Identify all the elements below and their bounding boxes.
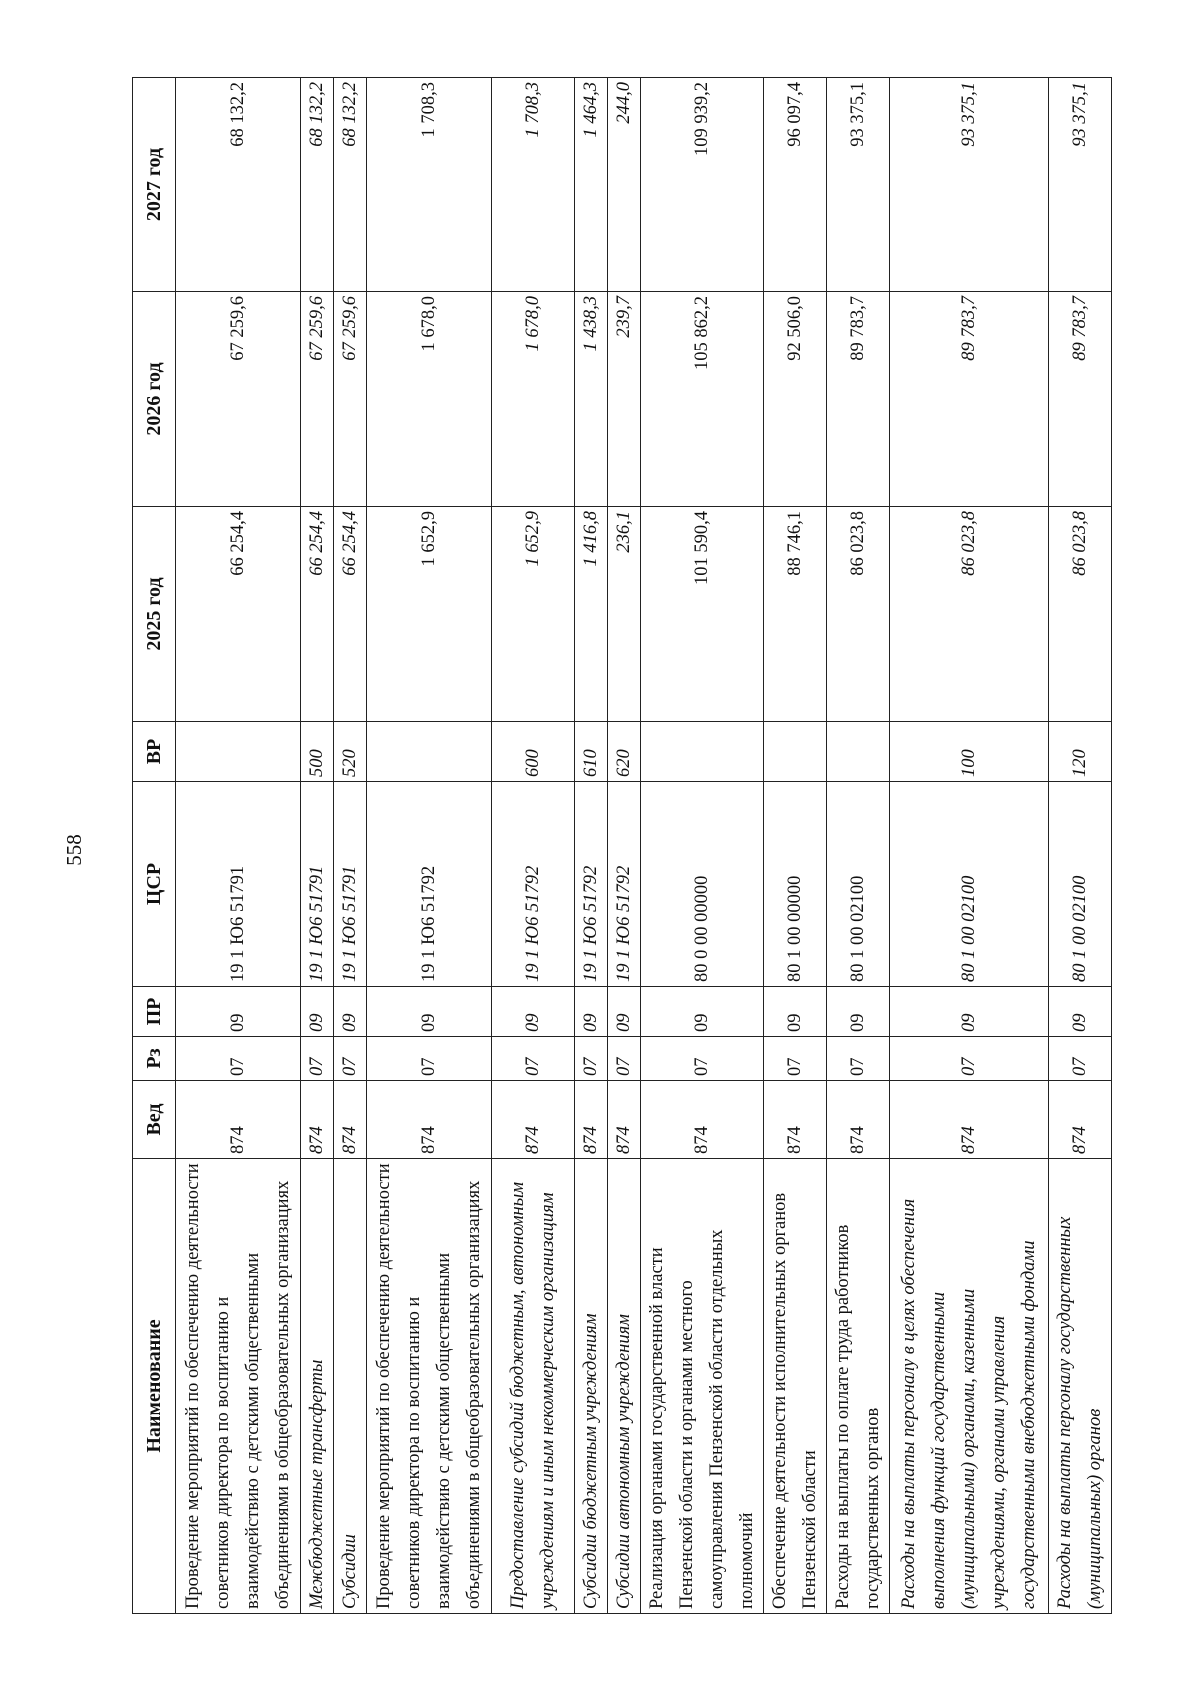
row-2027: 93 375,1 (1049, 78, 1112, 292)
row-name: Межбюджетные трансферты (301, 1159, 334, 1614)
row-csr: 80 1 00 02100 (1049, 782, 1112, 987)
row-2027: 68 132,2 (301, 78, 334, 292)
row-pr: 09 (764, 987, 827, 1037)
row-2027: 93 375,1 (890, 78, 1049, 292)
row-name: Расходы на выплаты персоналу в целях обеспечения выполнения функций государственными (муниципальными) органами, казенными учреждениями, органами управления государственными внебюджетными фондами (890, 1159, 1049, 1614)
row-name: Субсидии бюджетным учреждениям (575, 1159, 608, 1614)
table-row (608, 78, 641, 1614)
row-pr: 09 (176, 987, 301, 1037)
table-row (492, 78, 575, 1614)
row-ved: 874 (1049, 1081, 1112, 1159)
header-name: Наименование (133, 1159, 176, 1614)
row-vr (764, 722, 827, 782)
row-csr: 19 1 Ю6 51791 (176, 782, 301, 987)
row-2026: 1 678,0 (492, 292, 575, 507)
row-2025: 86 023,8 (827, 507, 890, 722)
header-csr: ЦСР (133, 782, 176, 987)
row-csr: 80 0 00 00000 (641, 782, 764, 987)
row-name: Обеспечение деятельности исполнительных органов Пензенской области (764, 1159, 827, 1614)
row-name: Расходы на выплаты по оплате труда работников государственных органов (827, 1159, 890, 1614)
row-ved: 874 (176, 1081, 301, 1159)
row-ved: 874 (492, 1081, 575, 1159)
row-csr: 19 1 Ю6 51792 (492, 782, 575, 987)
row-2025: 86 023,8 (890, 507, 1049, 722)
row-2027: 68 132,2 (176, 78, 301, 292)
row-ved: 874 (334, 1081, 367, 1159)
row-2026: 239,7 (608, 292, 641, 507)
row-ved: 874 (641, 1081, 764, 1159)
row-csr: 80 1 00 00000 (764, 782, 827, 987)
row-2027: 93 375,1 (827, 78, 890, 292)
row-csr: 80 1 00 02100 (890, 782, 1049, 987)
row-2027: 109 939,2 (641, 78, 764, 292)
table-row (334, 78, 367, 1614)
page-number: 558 (62, 834, 86, 866)
row-2027: 244,0 (608, 78, 641, 292)
row-2027: 68 132,2 (334, 78, 367, 292)
table-row (890, 78, 1049, 1614)
row-pr: 09 (492, 987, 575, 1037)
table-row (764, 78, 827, 1614)
row-rz: 07 (575, 1037, 608, 1081)
table-row (575, 78, 608, 1614)
row-ved: 874 (764, 1081, 827, 1159)
table-row (1049, 78, 1112, 1614)
row-pr: 09 (827, 987, 890, 1037)
row-2025: 66 254,4 (301, 507, 334, 722)
row-2026: 92 506,0 (764, 292, 827, 507)
row-2026: 67 259,6 (301, 292, 334, 507)
row-vr: 100 (890, 722, 1049, 782)
header-2025: 2025 год (133, 507, 176, 722)
row-vr: 120 (1049, 722, 1112, 782)
row-ved: 874 (890, 1081, 1049, 1159)
row-2026: 1 678,0 (367, 292, 492, 507)
row-2025: 236,1 (608, 507, 641, 722)
row-2025: 66 254,4 (334, 507, 367, 722)
row-rz: 07 (890, 1037, 1049, 1081)
row-2027: 96 097,4 (764, 78, 827, 292)
row-2026: 89 783,7 (890, 292, 1049, 507)
row-pr: 09 (1049, 987, 1112, 1037)
row-2025: 66 254,4 (176, 507, 301, 722)
row-2026: 67 259,6 (176, 292, 301, 507)
row-2026: 89 783,7 (827, 292, 890, 507)
table-row (641, 78, 764, 1614)
row-csr: 19 1 Ю6 51791 (301, 782, 334, 987)
table-header-row (133, 78, 176, 1614)
table-row (176, 78, 301, 1614)
row-vr: 620 (608, 722, 641, 782)
row-rz: 07 (367, 1037, 492, 1081)
row-pr: 09 (641, 987, 764, 1037)
row-csr: 19 1 Ю6 51792 (608, 782, 641, 987)
row-rz: 07 (608, 1037, 641, 1081)
row-rz: 07 (827, 1037, 890, 1081)
row-rz: 07 (641, 1037, 764, 1081)
row-vr (827, 722, 890, 782)
row-vr (367, 722, 492, 782)
row-rz: 07 (764, 1037, 827, 1081)
row-vr (176, 722, 301, 782)
row-name: Реализация органами государственной власти Пензенской области и органами местного самоуправления Пензенской области отдельных полномочий (641, 1159, 764, 1614)
row-2025: 1 416,8 (575, 507, 608, 722)
row-2027: 1 708,3 (492, 78, 575, 292)
header-ved: Вед (133, 1081, 176, 1159)
table-row (367, 78, 492, 1614)
row-csr: 19 1 Ю6 51792 (367, 782, 492, 987)
row-name: Субсидии автономным учреждениям (608, 1159, 641, 1614)
row-2025: 1 652,9 (492, 507, 575, 722)
row-name: Субсидии (334, 1159, 367, 1614)
row-rz: 07 (301, 1037, 334, 1081)
row-vr: 610 (575, 722, 608, 782)
row-pr: 09 (301, 987, 334, 1037)
row-rz: 07 (334, 1037, 367, 1081)
header-rz: Рз (133, 1037, 176, 1081)
row-rz: 07 (176, 1037, 301, 1081)
row-2026: 105 862,2 (641, 292, 764, 507)
header-pr: ПР (133, 987, 176, 1037)
row-2026: 1 438,3 (575, 292, 608, 507)
row-2025: 88 746,1 (764, 507, 827, 722)
row-2025: 101 590,4 (641, 507, 764, 722)
row-pr: 09 (334, 987, 367, 1037)
row-vr: 600 (492, 722, 575, 782)
row-vr: 500 (301, 722, 334, 782)
row-vr (641, 722, 764, 782)
row-2027: 1 708,3 (367, 78, 492, 292)
row-name: Предоставление субсидий бюджетным, автономным учреждениям и иным некоммерческим организациям (492, 1159, 575, 1614)
table-row (827, 78, 890, 1614)
row-ved: 874 (367, 1081, 492, 1159)
table-row (301, 78, 334, 1614)
row-rz: 07 (1049, 1037, 1112, 1081)
row-name: Проведение мероприятий по обеспечению деятельности советников директора по воспитанию и взаимодействию с детскими общественными объединениями в общеобразовательных организациях (176, 1159, 301, 1614)
row-pr: 09 (608, 987, 641, 1037)
row-csr: 80 1 00 02100 (827, 782, 890, 987)
row-ved: 874 (827, 1081, 890, 1159)
row-2025: 1 652,9 (367, 507, 492, 722)
row-name: Расходы на выплаты персоналу государственных (муниципальных) органов (1049, 1159, 1112, 1614)
row-2026: 67 259,6 (334, 292, 367, 507)
row-pr: 09 (575, 987, 608, 1037)
row-vr: 520 (334, 722, 367, 782)
row-pr: 09 (890, 987, 1049, 1037)
row-2027: 1 464,3 (575, 78, 608, 292)
row-ved: 874 (301, 1081, 334, 1159)
header-2027: 2027 год (133, 78, 176, 292)
row-csr: 19 1 Ю6 51792 (575, 782, 608, 987)
row-2025: 86 023,8 (1049, 507, 1112, 722)
header-vr: ВР (133, 722, 176, 782)
rotated-table-wrapper (132, 78, 1105, 1614)
row-pr: 09 (367, 987, 492, 1037)
budget-table (132, 77, 1112, 1614)
row-ved: 874 (575, 1081, 608, 1159)
row-2026: 89 783,7 (1049, 292, 1112, 507)
row-ved: 874 (608, 1081, 641, 1159)
header-2026: 2026 год (133, 292, 176, 507)
row-rz: 07 (492, 1037, 575, 1081)
row-csr: 19 1 Ю6 51791 (334, 782, 367, 987)
row-name: Проведение мероприятий по обеспечению деятельности советников директора по воспитанию и взаимодействию с детскими общественными объединениями в общеобразовательных организациях (367, 1159, 492, 1614)
